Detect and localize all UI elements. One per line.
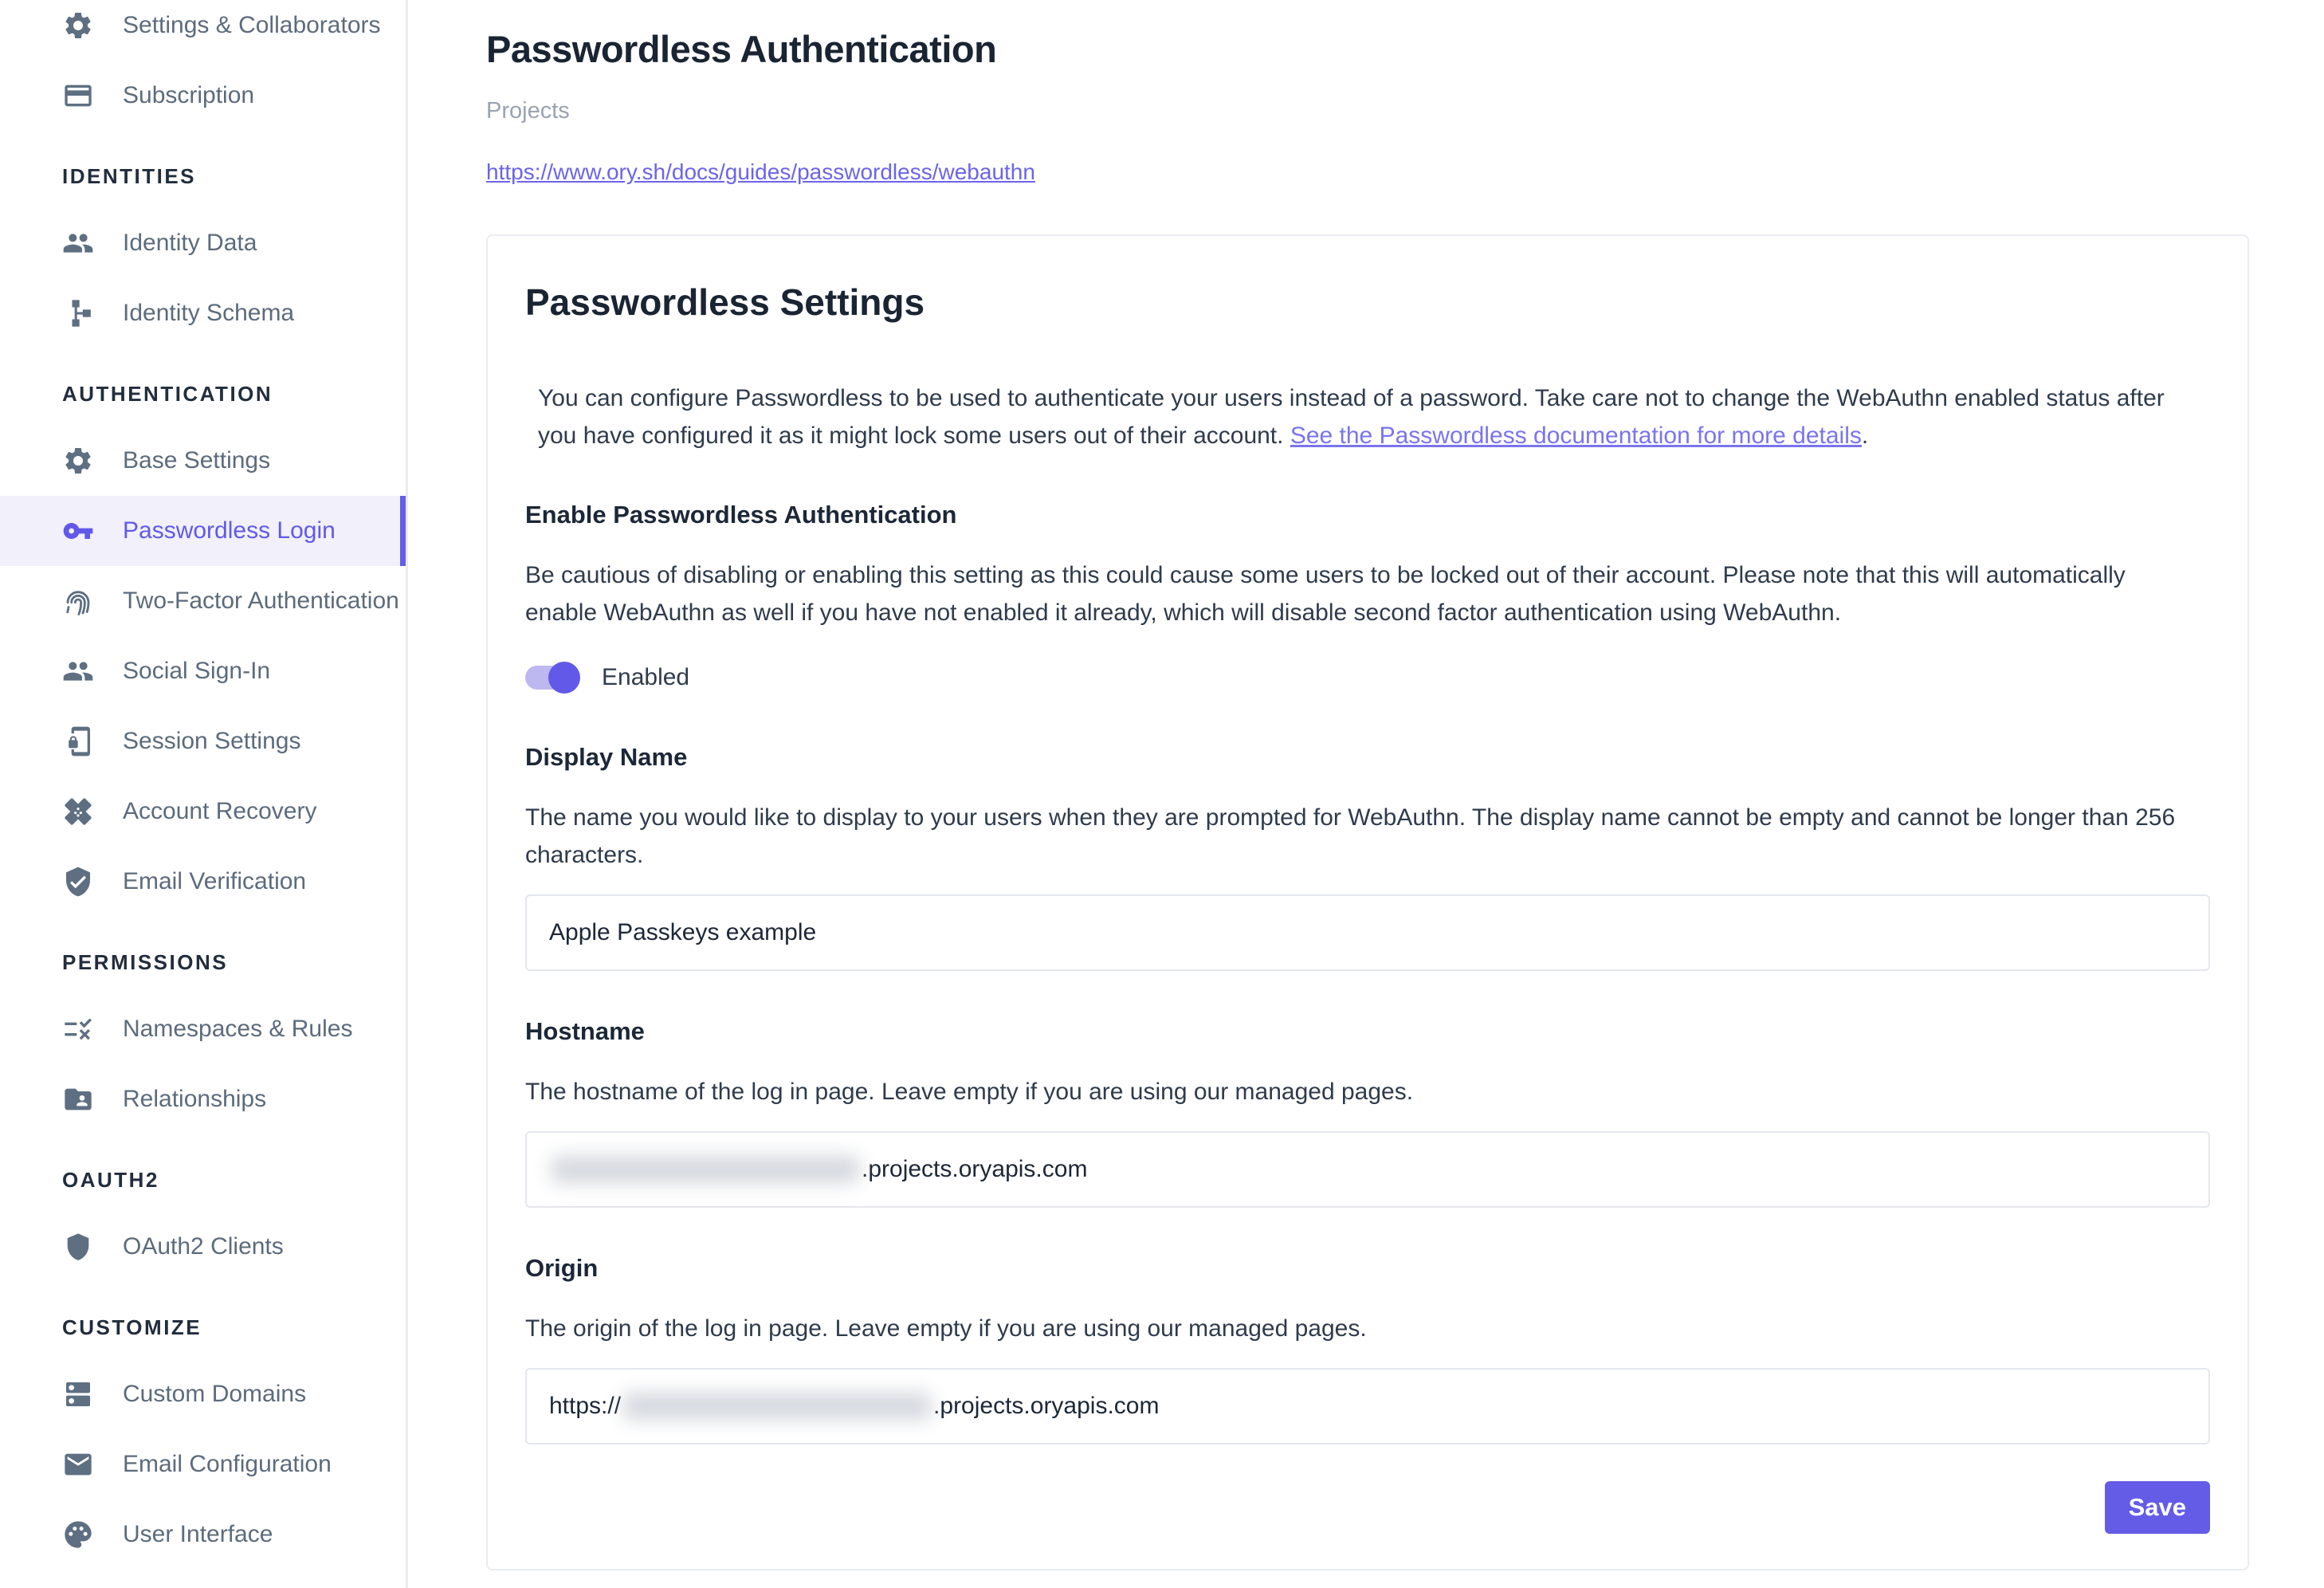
enable-passwordless-heading: Enable Passwordless Authentication (525, 501, 957, 529)
origin-value-prefix: https:// (549, 1393, 622, 1419)
sidebar-item-label: Identity Schema (123, 300, 295, 326)
sidebar-item-identity-schema[interactable] (0, 278, 406, 348)
sidebar-item-label: Account Recovery (123, 798, 317, 824)
sidebar-item-label: Email Verification (123, 868, 307, 894)
toggle-label: Enabled (602, 664, 690, 690)
people-icon (62, 227, 94, 259)
passwordless-settings-card (486, 234, 2249, 1570)
hostname-value-suffix: .projects.oryapis.com (862, 1156, 1088, 1182)
shield-check-icon (62, 866, 94, 898)
page-title: Passwordless Authentication (486, 28, 997, 70)
save-button[interactable]: Save (2105, 1481, 2210, 1534)
sidebar-item-label: Settings & Collaborators (123, 12, 381, 38)
credit-card-icon (62, 80, 94, 112)
hostname-description: The hostname of the log in page. Leave empty if you are using our managed pages. (525, 1079, 1414, 1105)
sidebar-item-email-verification[interactable] (0, 847, 406, 917)
sidebar-item-identity-data[interactable] (0, 208, 406, 278)
sidebar-item-label: Session Settings (123, 728, 301, 754)
sidebar-item-namespaces-rules[interactable] (0, 994, 406, 1064)
folder-user-icon (62, 1083, 94, 1115)
sidebar-item-label: Custom Domains (123, 1381, 307, 1407)
sidebar-item-oauth2-clients[interactable] (0, 1212, 406, 1282)
passwordless-toggle[interactable] (525, 666, 578, 690)
sidebar-section-header: PERMISSIONS (62, 950, 229, 974)
origin-heading: Origin (525, 1254, 599, 1282)
hostname-heading: Hostname (525, 1017, 645, 1045)
redacted-value-blur (551, 1155, 860, 1184)
sidebar-item-label: User Interface (123, 1521, 273, 1547)
sidebar-item-label: Social Sign-In (123, 658, 271, 684)
people-icon (62, 655, 94, 687)
sidebar-section-header: OAUTH2 (62, 1168, 159, 1192)
sidebar-item-label: Email Configuration (123, 1451, 332, 1477)
intro-text (538, 379, 2180, 454)
origin-value-suffix: .projects.oryapis.com (933, 1393, 1160, 1419)
main-content (408, 0, 2324, 1588)
sidebar-item-label: OAuth2 Clients (123, 1233, 284, 1260)
display-name-description: The name you would like to display to your users when they are prompted for WebAuthn. The display name cannot be empty and cannot be longer than 256 characters. (525, 804, 2176, 868)
sidebar-item-subscription[interactable] (0, 61, 406, 131)
sidebar-item-two-factor-authentication[interactable] (0, 566, 406, 636)
sidebar-item-social-sign-in[interactable] (0, 636, 406, 706)
sidebar-item-passwordless-login[interactable] (0, 496, 406, 566)
sidebar-item-label: Subscription (123, 82, 255, 108)
sidebar (0, 0, 408, 1588)
origin-input[interactable] (525, 1368, 2210, 1445)
phone-lock-icon (62, 725, 94, 757)
sidebar-item-user-interface[interactable] (0, 1500, 406, 1570)
sidebar-item-label: Relationships (123, 1086, 267, 1112)
shield-icon (62, 1231, 94, 1263)
gear-icon (62, 10, 94, 41)
doc-link[interactable]: https://www.ory.sh/docs/guides/passwordless/webauthn (486, 159, 1035, 184)
enable-toggle-row (525, 658, 2210, 697)
sidebar-item-relationships[interactable] (0, 1064, 406, 1134)
mail-icon (62, 1448, 94, 1480)
sidebar-item-email-configuration[interactable] (0, 1429, 406, 1500)
palette-icon (62, 1519, 94, 1551)
redacted-value-blur (622, 1392, 932, 1421)
sidebar-item-settings-collaborators[interactable] (0, 0, 406, 61)
enable-passwordless-description: Be cautious of disabling or enabling this setting as this could cause some users to be locked out of their account. Please note that this will automatically enable WebAuthn as well if you have not enabled it already, which will disable second factor authentication using WebAuthn. (525, 562, 2126, 626)
sidebar-nav (0, 0, 406, 1570)
card-title: Passwordless Settings (525, 281, 925, 323)
sidebar-section-header: AUTHENTICATION (62, 382, 273, 406)
dns-icon (62, 1378, 94, 1410)
sidebar-section-header: IDENTITIES (62, 164, 197, 188)
fingerprint-icon (62, 585, 94, 617)
sidebar-item-label: Identity Data (123, 230, 257, 256)
display-name-heading: Display Name (525, 743, 688, 771)
intro-text-before: You can configure Passwordless to be used to authenticate your users instead of a password. Take care not to change the WebAuthn enabled status after you have configured it as it might lock some users out of their account. (538, 385, 2165, 449)
sidebar-item-base-settings[interactable] (0, 426, 406, 496)
bandaid-icon (62, 796, 94, 827)
sidebar-item-custom-domains[interactable] (0, 1359, 406, 1429)
schema-icon (62, 297, 94, 329)
sidebar-item-label: Base Settings (123, 447, 271, 474)
sidebar-item-label: Namespaces & Rules (123, 1016, 353, 1042)
breadcrumb: Projects (486, 98, 570, 124)
save-row (525, 1481, 2210, 1534)
gear-icon (62, 445, 94, 477)
rule-icon (62, 1013, 94, 1045)
hostname-input[interactable] (525, 1131, 2210, 1208)
sidebar-section-header: CUSTOMIZE (62, 1315, 202, 1339)
intro-text-after: . (1861, 423, 1869, 449)
sidebar-item-account-recovery[interactable] (0, 776, 406, 847)
display-name-input[interactable] (525, 894, 2210, 971)
toggle-knob (548, 662, 580, 694)
sidebar-item-session-settings[interactable] (0, 706, 406, 776)
passwordless-docs-link[interactable]: See the Passwordless documentation for more details (1290, 423, 1862, 449)
sidebar-item-label: Two-Factor Authentication (123, 588, 399, 614)
key-icon (62, 515, 94, 547)
origin-description: The origin of the log in page. Leave empty if you are using our managed pages. (525, 1315, 1367, 1342)
sidebar-item-label: Passwordless Login (123, 517, 336, 544)
